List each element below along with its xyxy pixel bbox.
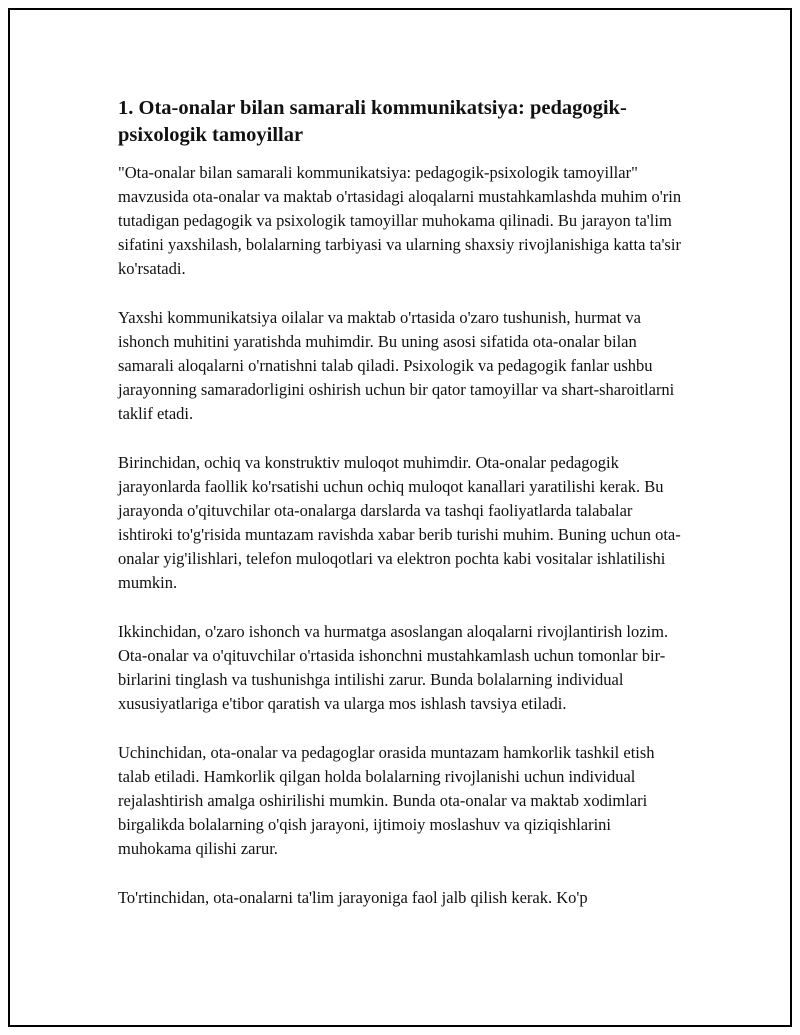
section-heading: 1. Ota-onalar bilan samarali kommunikatsiya: pedagogik-psixologik tamoyillar: [118, 97, 627, 146]
paragraph-1: "Ota-onalar bilan samarali kommunikatsiya: pedagogik-psixologik tamoyillar" mavzusida ota-onalar va maktab o'rtasidagi aloqalarni mustahkamlashda muhim o'rin tutadigan pedagogik va psixologik tamoyillar muhokama qilinadi. Bu jarayon ta'lim sifatini yaxshilash, bolalarning tarbiyasi va ularning shaxsiy rivojlanishiga katta ta'sir ko'rsatadi.: [118, 163, 682, 278]
paragraph-4: Ikkinchidan, o'zaro ishonch va hurmatga asoslangan aloqalarni rivojlantirish lozim. Ota-onalar va o'qituvchilar o'rtasida ishonchni mustahkamlash uchun tomonlar bir-birlarini tinglash va tushunishga intilishi zarur. Bunda bolalarning individual xususiyatlariga e'tibor qaratish va ularga mos ishlash tavsiya etiladi.: [118, 622, 669, 713]
document-body: [118, 95, 686, 935]
paragraph-3: Birinchidan, ochiq va konstruktiv muloqot muhimdir. Ota-onalar pedagogik jarayonlarda faollik ko'rsatishi uchun ochiq muloqot kanallari yaratilishi kerak. Bu jarayonda o'qituvchilar ota-onalarga darslarda va tashqi faoliyatlarda talabalar ishtiroki to'g'risida muntazam ravishda xabar berib turishi muhim. Buning uchun ota-onalar yig'ilishlari, telefon muloqotlari va elektron pochta kabi vositalar ishlatilishi mumkin.: [118, 453, 681, 592]
paragraph-5: Uchinchidan, ota-onalar va pedagoglar orasida muntazam hamkorlik tashkil etish talab etiladi. Hamkorlik qilgan holda bolalarning rivojlanishi uchun individual rejalashtirish amalga oshirilishi mumkin. Bunda ota-onalar va maktab xodimlari birgalikda bolalarning o'qish jarayoni, ijtimoiy moslashuv va qiziqishlarini muhokama qilishi zarur.: [118, 743, 655, 858]
paragraph-2: Yaxshi kommunikatsiya oilalar va maktab o'rtasida o'zaro tushunish, hurmat va ishonch muhitini yaratishda muhimdir. Bu uning asosi sifatida ota-onalar bilan samarali aloqalarni o'rnatishni talab qiladi. Psixologik va pedagogik fanlar ushbu jarayonning samaradorligini oshirish uchun bir qator tamoyillar va shart-sharoitlarni taklif etadi.: [118, 308, 675, 423]
paragraph-6: To'rtinchidan, ota-onalarni ta'lim jarayoniga faol jalb qilish kerak. Ko'p: [118, 888, 588, 907]
